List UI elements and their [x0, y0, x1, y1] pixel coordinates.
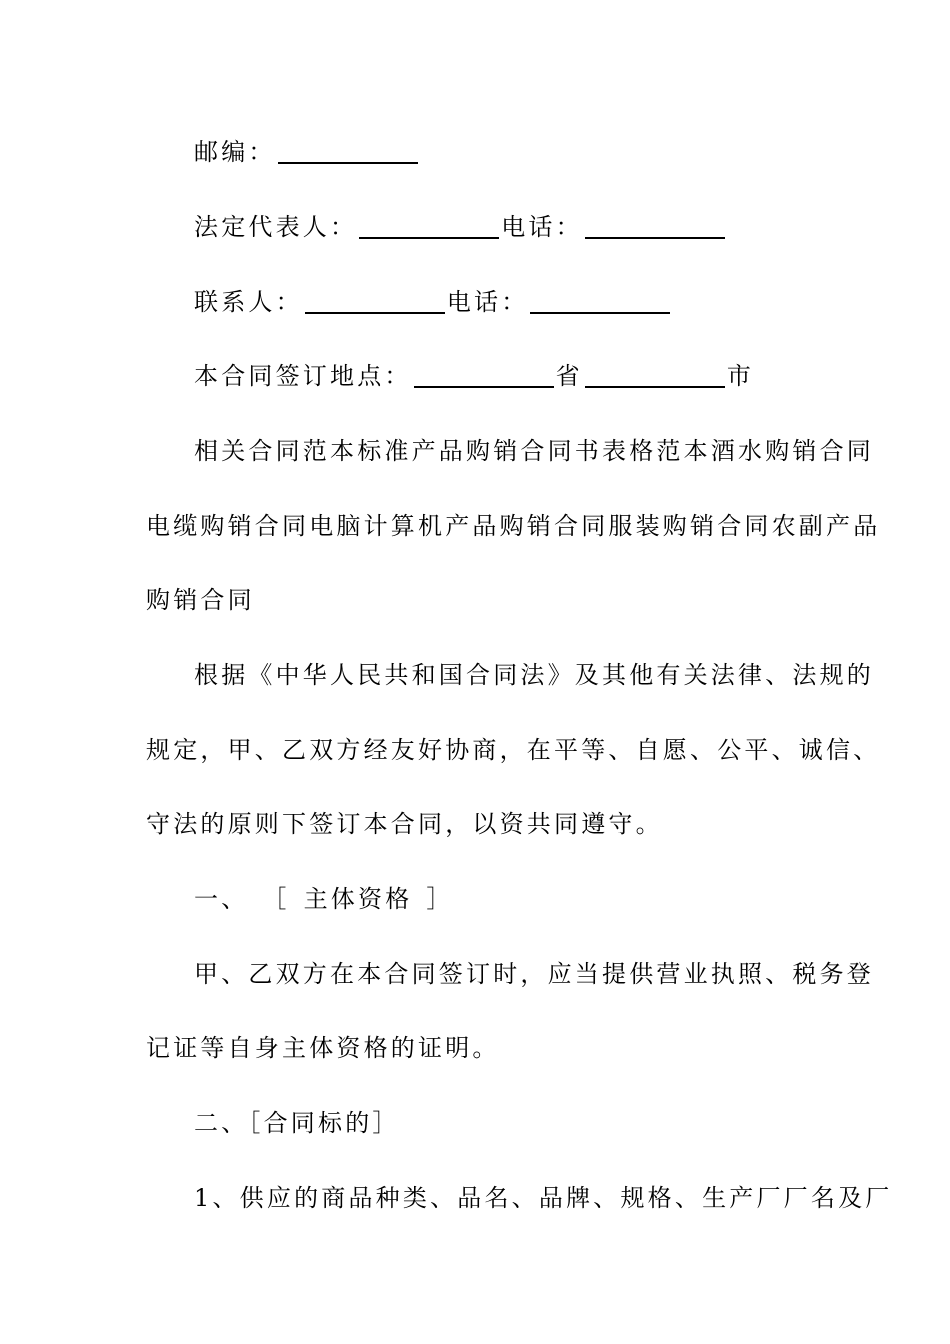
- legal-rep-line: [194, 207, 854, 247]
- intro-line-3: 守法的原则下签订本合同，以资共同遵守。: [146, 810, 663, 838]
- related-line-2: 电缆购销合同电脑计算机产品购销合同服装购销合同农副产品: [146, 512, 881, 540]
- section1-line-2: 记证等自身主体资格的证明。: [146, 1034, 500, 1062]
- intro-line-1: 根据《中华人民共和国合同法》及其他有关法律、法规的: [194, 661, 874, 689]
- contact-phone-blank: [530, 312, 670, 314]
- contact-line: [194, 282, 854, 322]
- intro-line-2: 规定，甲、乙双方经友好协商，在平等、自愿、公平、诚信、: [146, 736, 881, 764]
- section1-heading: [194, 879, 854, 919]
- contact-phone-label: 电话：: [446, 288, 529, 316]
- contact-label: 联系人：: [194, 288, 303, 316]
- place-label: 本合同签订地点：: [194, 362, 412, 390]
- postcode-label: 邮编：: [194, 138, 276, 166]
- city-label: 市: [726, 362, 755, 390]
- section1-bracket-close: ］: [426, 885, 454, 913]
- related-line-3: 购销合同: [146, 586, 255, 614]
- postcode-blank: [278, 162, 418, 164]
- section1-line-1: 甲、乙双方在本合同签订时，应当提供营业执照、税务登: [194, 960, 874, 988]
- section1-bracket-open: ［: [262, 885, 290, 913]
- legal-rep-phone-blank: [585, 237, 725, 239]
- section1-number: 一、: [194, 885, 249, 913]
- province-label: 省: [555, 362, 583, 390]
- related-line-1: 相关合同范本标准产品购销合同书表格范本酒水购销合同: [194, 437, 874, 465]
- place-line: [194, 356, 854, 396]
- contact-blank: [305, 312, 445, 314]
- city-blank: [585, 386, 725, 388]
- legal-rep-phone-label: 电话：: [501, 213, 583, 241]
- item1-line: 1、供应的商品种类、品名、品牌、规格、生产厂厂名及厂: [194, 1184, 893, 1212]
- province-blank: [414, 386, 554, 388]
- postcode-line: [194, 132, 854, 172]
- section2-heading: 二、［合同标的］: [194, 1109, 400, 1137]
- section1-title: 主体资格: [303, 885, 413, 913]
- legal-rep-blank: [359, 237, 499, 239]
- legal-rep-label: 法定代表人：: [194, 213, 358, 241]
